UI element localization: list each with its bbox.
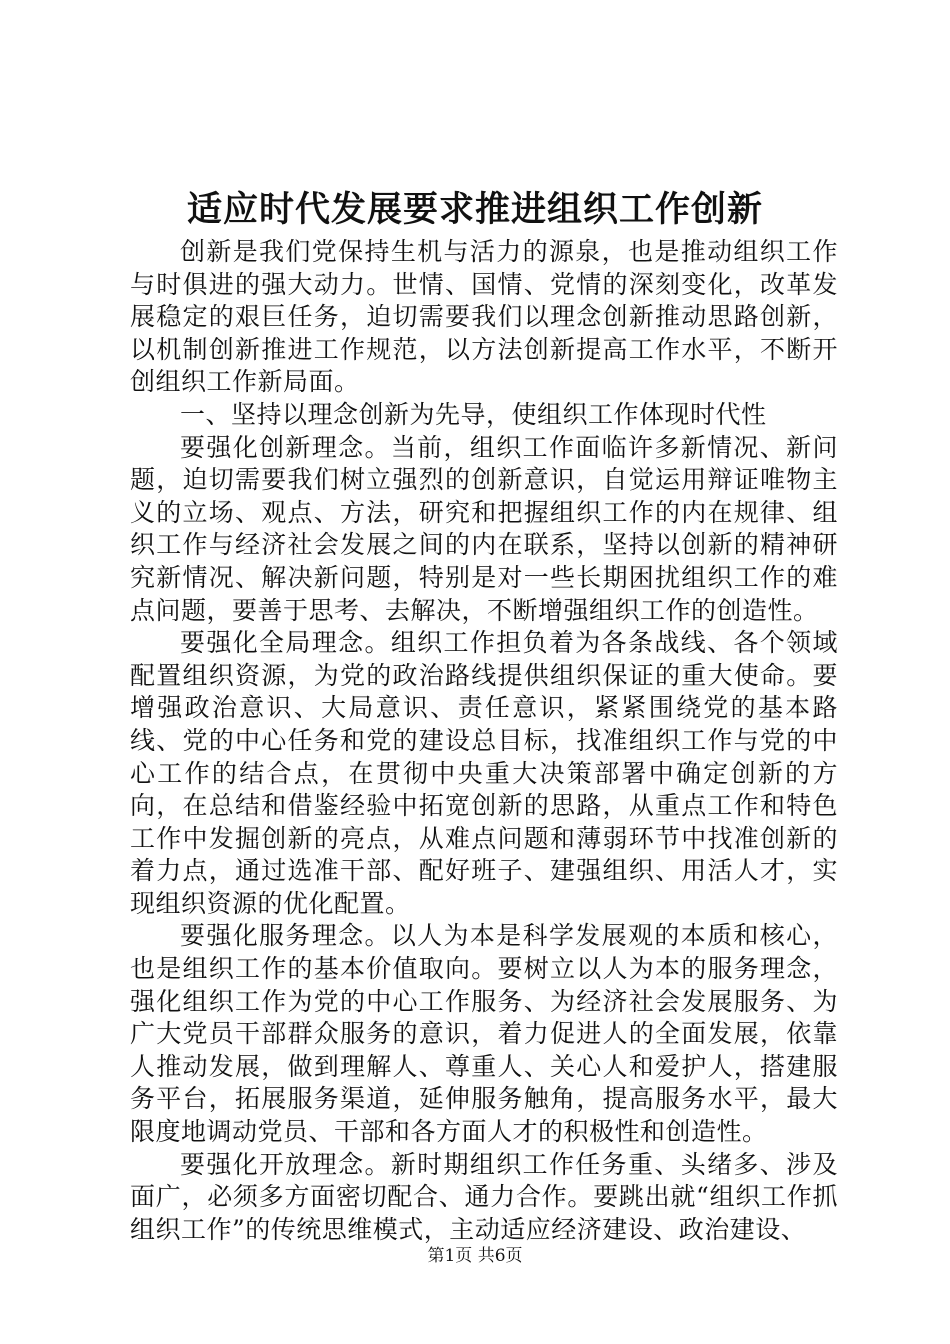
paragraph-intro: 创新是我们党保持生机与活力的源泉，也是推动组织工作与时俱进的强大动力。世情、国情、党情的深刻变化，改革发展稳定的艰巨任务，迫切需要我们以理念创新推动思路创新，以机制创新推进工作规范，以方法创新提高工作水平，不断开创组织工作新局面。 — [130, 237, 838, 397]
document-body — [130, 236, 838, 1246]
page-number-footer: 第1页 共6页 — [427, 1246, 523, 1266]
document-title: 适应时代发展要求推进组织工作创新 — [186, 189, 763, 230]
paragraph-innovation-concept: 要强化创新理念。当前，组织工作面临许多新情况、新问题，迫切需要我们树立强烈的创新意识，自觉运用辩证唯物主义的立场、观点、方法，研究和把握组织工作的内在规律、组织工作与经济社会发展之间的内在联系，坚持以创新的精神研究新情况、解决新问题，特别是对一些长期困扰组织工作的难点问题，要善于思考、去解决，不断增强组织工作的创造性。 — [130, 432, 838, 625]
paragraph-openness-concept: 要强化开放理念。新时期组织工作任务重、头绪多、涉及面广，必须多方面密切配合、通力合作。要跳出就“组织工作抓组织工作”的传统思维模式，主动适应经济建设、政治建设、 — [130, 1149, 838, 1244]
section-heading-1: 一、坚持以理念创新为先导，使组织工作体现时代性 — [180, 399, 767, 429]
paragraph-service-concept: 要强化服务理念。以人为本是科学发展观的本质和核心，也是组织工作的基本价值取向。要树立以人为本的服务理念，强化组织工作为党的中心工作服务、为经济社会发展服务、为广大党员干部群众服务的意识，着力促进人的全面发展，依靠人推动发展，做到理解人、尊重人、关心人和爱护人，搭建服务平台，拓展服务渠道，延伸服务触角，提高服务水平，最大限度地调动党员、干部和各方面人才的积极性和创造性。 — [130, 921, 838, 1147]
paragraph-overall-concept: 要强化全局理念。组织工作担负着为各条战线、各个领域配置组织资源，为党的政治路线提供组织保证的重大使命。要增强政治意识、大局意识、责任意识，紧紧围绕党的基本路线、党的中心任务和党的建设总目标，找准组织工作与党的中心工作的结合点，在贯彻中央重大决策部署中确定创新的方向，在总结和借鉴经验中拓宽创新的思路，从重点工作和特色工作中发掘创新的亮点，从难点问题和薄弱环节中找准创新的着力点，通过选准干部、配好班子、建强组织、用活人才，实现组织资源的优化配置。 — [130, 628, 838, 918]
